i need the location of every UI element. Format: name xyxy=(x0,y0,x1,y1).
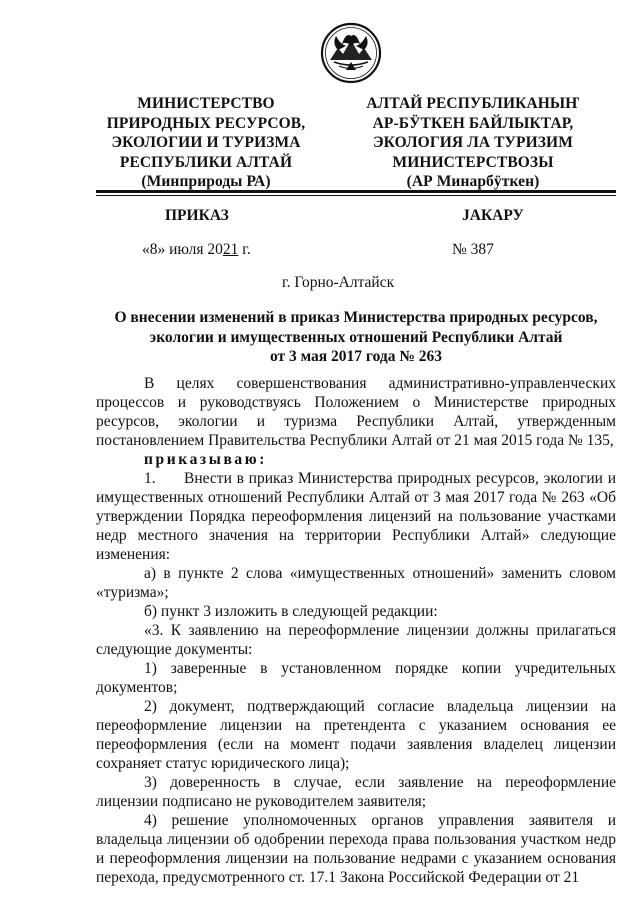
item-1-paragraph: 1. Внести в приказ Министерства природных ресурсов, экологии и имущественных отношений Республики Алтай от 3 мая 2017 года № 263 «Об утверждении Порядка переоформления лицензий на пользование участками недр местного значения на территории Республики Алтай» следующие изменения: xyxy=(96,470,616,563)
date-postfix: г. xyxy=(238,241,251,258)
item-b-paragraph: б) пункт 3 изложить в следующей редакции: xyxy=(144,603,438,620)
header-left-line: ПРИРОДНЫХ РЕСУРСОВ, xyxy=(106,114,306,132)
order-subject xyxy=(96,308,616,367)
header-right-line: ЭКОЛОГИЯ ЛА ТУРИЗИМ xyxy=(373,134,573,151)
subject-line: от 3 мая 2017 года № 263 xyxy=(269,348,443,365)
header-divider-thick xyxy=(96,190,616,193)
point-3-1-paragraph: 1) заверенные в установленном порядке копии учредительных документов; xyxy=(96,660,616,696)
point-3-2-paragraph: 2) документ, подтверждающий согласие владельца лицензии на переоформление лицензии на претендента с указанием основания ее переоформления (если на момент подачи заявления владелец лицензии сохраняет статус юридического лица); xyxy=(96,698,616,772)
order-body xyxy=(96,374,616,887)
point-3-3-paragraph: 3) доверенность в случае, если заявление на переоформление лицензии подписано не руководителем заявителя; xyxy=(96,774,616,810)
header-left-line: ЭКОЛОГИИ И ТУРИЗМА xyxy=(111,134,301,151)
subject-line: О внесении изменений в приказ Министерства природных ресурсов, xyxy=(114,309,598,326)
header-right-line: АЛТАЙ РЕСПУБЛИКАНЫҤ xyxy=(366,95,580,112)
coat-of-arms-emblem xyxy=(320,22,382,84)
prikazyvayu-heading: приказываю: xyxy=(144,451,267,468)
intro-paragraph: В целях совершенствования административно-управленческих процессов и руководствуясь Положением о Министерстве природных ресурсов, экологии и туризма Республики Алтай, утвержденным постановлением Правительства Республики Алтай от 21 мая 2015 года № 135, xyxy=(96,375,616,449)
ministry-name-altai xyxy=(343,94,603,192)
date-prefix: «8» июля 20 xyxy=(142,241,223,258)
order-city: г. Горно-Алтайск xyxy=(282,274,395,291)
header-divider-thin xyxy=(96,195,616,196)
header-right-line: АР-БӰТКЕН БАЙЛЫКТАР, xyxy=(372,114,574,132)
order-number: № 387 xyxy=(452,241,494,258)
order-date xyxy=(142,241,251,259)
order-title-ru: ПРИКАЗ xyxy=(165,207,229,224)
point-3-4-paragraph: 4) решение уполномоченных органов управления заявителя и владельца лицензии об одобрении перехода права пользования участком недр и переоформления лицензии на пользование недрами с указанием основания перехода, предусмотренного ст. 17.1 Закона Российской Федерации от 21 xyxy=(96,812,616,886)
ministry-name-ru xyxy=(96,94,316,192)
item-a-paragraph: а) в пункте 2 слова «имущественных отношений» заменить словом «туризма»; xyxy=(96,565,616,601)
subject-line: экологии и имущественных отношений Республики Алтай xyxy=(149,328,563,346)
header-right-line: МИНИСТЕРСТВОЗЫ xyxy=(392,153,554,171)
point-3-paragraph: «3. К заявлению на переоформление лицензии должны прилагаться следующие документы: xyxy=(96,622,616,658)
header-left-line: МИНИСТЕРСТВО xyxy=(137,95,275,112)
header-left-line: (Минприроды РА) xyxy=(141,173,271,190)
header-left-line: РЕСПУБЛИКИ АЛТАЙ xyxy=(119,153,293,171)
date-year-suffix: 21 xyxy=(222,241,239,258)
order-title-altai: JАКАРУ xyxy=(462,207,524,224)
header-right-line: (АР Минарбӱткен) xyxy=(406,173,540,190)
